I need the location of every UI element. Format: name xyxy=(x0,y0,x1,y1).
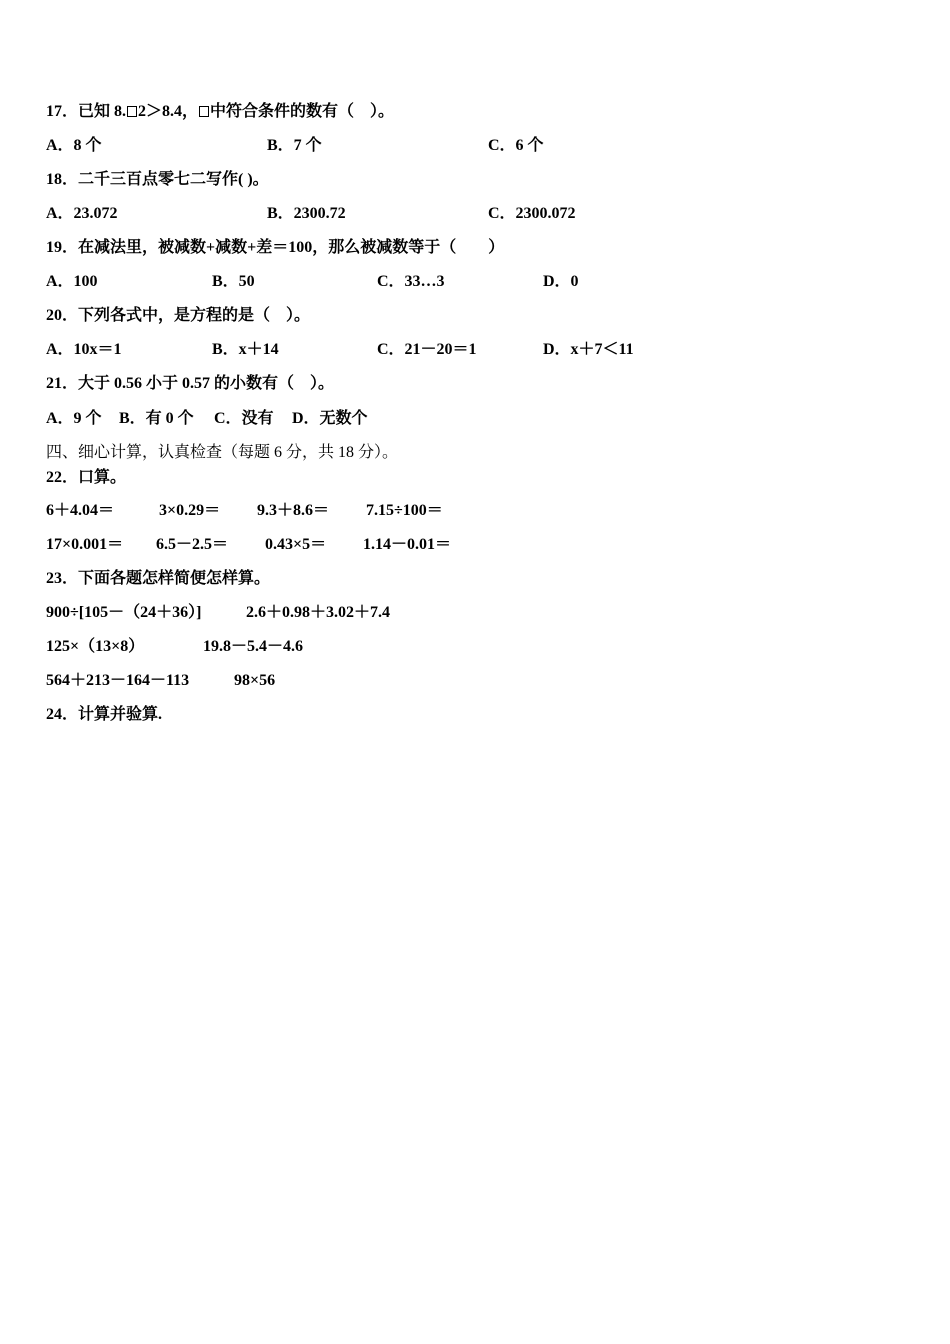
option-b[interactable]: B．x＋14 xyxy=(212,341,279,358)
calc-expression: 900÷[105－（24＋36）] xyxy=(46,604,202,621)
question-number: 18． xyxy=(46,171,79,188)
option-d[interactable]: D．0 xyxy=(543,273,579,290)
calc-expression: 9.3＋8.6＝ xyxy=(257,502,330,519)
question-number: 19． xyxy=(46,239,79,256)
question-text: 下列各式中，是方程的是（ ）。 xyxy=(78,307,311,324)
question-text: 大于 0.56 小于 0.57 的小数有（ ）。 xyxy=(78,375,335,392)
option-c[interactable]: C．6 个 xyxy=(488,137,544,154)
blank-box-icon xyxy=(199,106,209,117)
calc-expression: 7.15÷100＝ xyxy=(366,502,443,519)
calc-expression: 6.5－2.5＝ xyxy=(156,536,229,553)
question-number: 21． xyxy=(46,375,79,392)
question-18 xyxy=(46,170,269,190)
question-number: 20． xyxy=(46,307,79,324)
question-number: 17． xyxy=(46,103,79,120)
calc-expression: 98×56 xyxy=(234,672,276,689)
question-text: 在减法里，被减数+减数+差＝100，那么被减数等于（ ） xyxy=(78,239,505,256)
calc-expression: 19.8－5.4－4.6 xyxy=(203,638,304,655)
calc-expression: 6＋4.04＝ xyxy=(46,502,115,519)
option-b[interactable]: B．2300.72 xyxy=(267,205,346,222)
question-text-part: 中符合条件的数有（ ）。 xyxy=(210,103,395,120)
question-text-part: 2＞8.4， xyxy=(138,103,199,120)
question-text: 二千三百点零七二写作( )。 xyxy=(78,171,269,188)
question-24 xyxy=(46,705,162,725)
question-text: 下面各题怎样简便怎样算。 xyxy=(78,570,271,587)
question-number: 22． xyxy=(46,469,79,486)
option-a[interactable]: A．9 个 xyxy=(46,410,102,427)
option-d[interactable]: D．x＋7＜11 xyxy=(543,341,634,358)
option-a[interactable]: A．100 xyxy=(46,273,98,290)
calc-expression: 17×0.001＝ xyxy=(46,536,124,553)
calc-expression: 125×（13×8） xyxy=(46,638,145,655)
question-19 xyxy=(46,238,504,258)
question-20 xyxy=(46,306,310,326)
question-text: 口算。 xyxy=(78,469,127,486)
blank-box-icon xyxy=(127,106,137,117)
option-d[interactable]: D．无数个 xyxy=(292,410,368,427)
option-b[interactable]: B．50 xyxy=(212,273,255,290)
option-c[interactable]: C．2300.072 xyxy=(488,205,576,222)
calc-expression: 3×0.29＝ xyxy=(159,502,221,519)
question-23 xyxy=(46,569,270,589)
section-heading: 四、细心计算，认真检查（每题 6 分，共 18 分）。 xyxy=(46,444,399,461)
option-a[interactable]: A．8 个 xyxy=(46,137,102,154)
option-b[interactable]: B．有 0 个 xyxy=(119,410,194,427)
question-17 xyxy=(46,102,394,122)
calc-expression: 0.43×5＝ xyxy=(265,536,327,553)
option-a[interactable]: A．23.072 xyxy=(46,205,118,222)
option-c[interactable]: C．没有 xyxy=(214,410,274,427)
calc-expression: 1.14－0.01＝ xyxy=(363,536,452,553)
option-c[interactable]: C．33…3 xyxy=(377,273,445,290)
question-22 xyxy=(46,468,126,488)
calc-expression: 564＋213－164－113 xyxy=(46,672,190,689)
question-text-part: 已知 8. xyxy=(78,103,127,120)
option-a[interactable]: A．10x＝1 xyxy=(46,341,122,358)
option-b[interactable]: B．7 个 xyxy=(267,137,322,154)
question-number: 24． xyxy=(46,706,79,723)
question-text: 计算并验算. xyxy=(78,706,163,723)
calc-expression: 2.6＋0.98＋3.02＋7.4 xyxy=(246,604,391,621)
option-c[interactable]: C．21－20＝1 xyxy=(377,341,477,358)
question-21 xyxy=(46,374,334,394)
question-number: 23． xyxy=(46,570,79,587)
